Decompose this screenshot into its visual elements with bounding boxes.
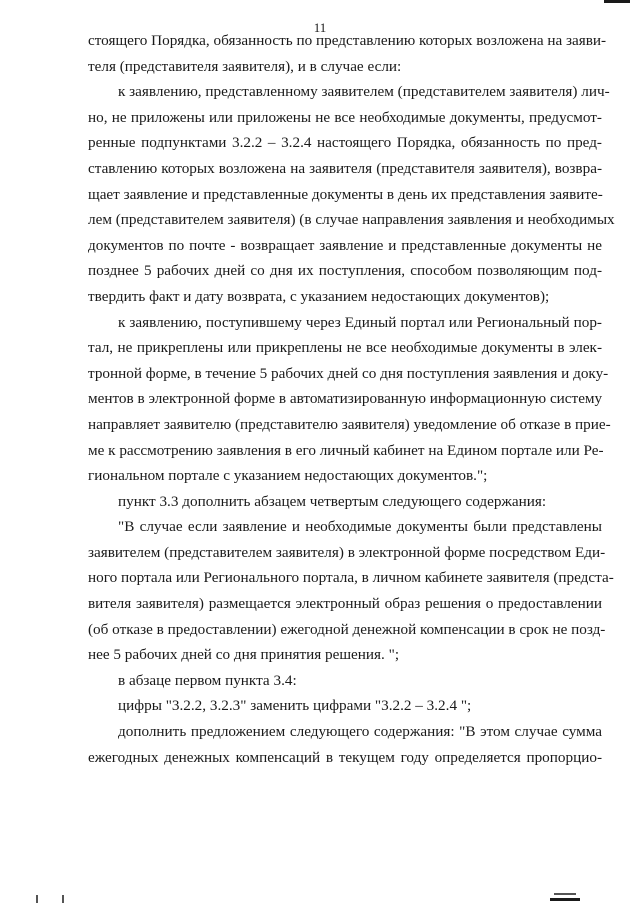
text-line: цифры "3.2.2, 3.2.3" заменить цифрами "3.2.2 – 3.2.4 ";	[118, 697, 472, 715]
text-line: документов по почте - возвращает заявление и представленные документы не	[88, 236, 602, 254]
scan-artifact	[62, 895, 64, 903]
text-line: к заявлению, поступившему через Единый портал или Региональный пор-	[118, 313, 602, 331]
page-number: 11	[313, 20, 327, 35]
text-line: к заявлению, представленному заявителем (представителем заявителя) лич-	[118, 83, 610, 101]
text-line: твердить факт и дату возврата, с указанием недостающих документов);	[88, 287, 550, 305]
text-line: ставлению которых возложена на заявителя (представителя заявителя), возвра-	[88, 159, 602, 177]
text-line: щает заявление и представленные документы в день их представления заявите-	[88, 185, 603, 203]
scan-artifact	[36, 895, 38, 903]
text-line: направляет заявителю (представителю заявителя) уведомление об отказе в прие-	[88, 415, 611, 433]
text-line: пункт 3.3 дополнить абзацем четвертым следующего содержания:	[118, 492, 547, 510]
scan-artifact	[554, 893, 576, 895]
text-line: вителя заявителя) размещается электронный образ решения о предоставлении	[88, 595, 602, 613]
text-line: тронной форме, в течение 5 рабочих дней со дня поступления заявления и доку-	[88, 364, 609, 382]
text-line: ежегодных денежных компенсаций в текущем году определяется пропорцио-	[88, 748, 602, 766]
scan-artifact	[604, 0, 630, 3]
text-line: позднее 5 рабочих дней со дня их поступления, способом позволяющим под-	[88, 262, 602, 280]
text-line: заявителем (представителем заявителя) в электронной форме посредством Еди-	[88, 543, 606, 561]
text-line: гиональном портале с указанием недостающих документов.";	[88, 467, 488, 485]
text-line: "В случае если заявление и необходимые документы были представлены	[118, 518, 602, 536]
text-line: лем (представителем заявителя) (в случае направления заявления и необходимых	[88, 211, 615, 229]
scan-artifact	[550, 898, 580, 901]
text-line: но, не приложены или приложены не все необходимые документы, предусмот-	[88, 108, 602, 126]
text-line: дополнить предложением следующего содержания: "В этом случае сумма	[118, 723, 602, 741]
text-line: тал, не прикреплены или прикреплены не все необходимые документы в элек-	[88, 339, 602, 357]
text-line: ренные подпунктами 3.2.2 – 3.2.4 настоящего Порядка, обязанность по пред-	[88, 134, 602, 152]
text-line: стоящего Порядка, обязанность по представлению которых возложена на заяви-	[88, 32, 607, 49]
text-line: (об отказе в предоставлении) ежегодной денежной компенсации в срок не позд-	[88, 620, 606, 638]
text-line: ного портала или Регионального портала, в личном кабинете заявителя (предста-	[88, 569, 614, 587]
text-line: в абзаце первом пункта 3.4:	[118, 671, 297, 689]
text-line: нее 5 рабочих дней со дня принятия решения. ";	[88, 646, 400, 664]
text-line: ментов в электронной форме в автоматизированную информационную систему	[88, 390, 603, 408]
text-line: ме к рассмотрению заявления в его личный кабинет на Едином портале или Ре-	[88, 441, 604, 459]
text-line: теля (представителя заявителя), и в случае если:	[88, 57, 402, 75]
document-body	[88, 28, 615, 770]
